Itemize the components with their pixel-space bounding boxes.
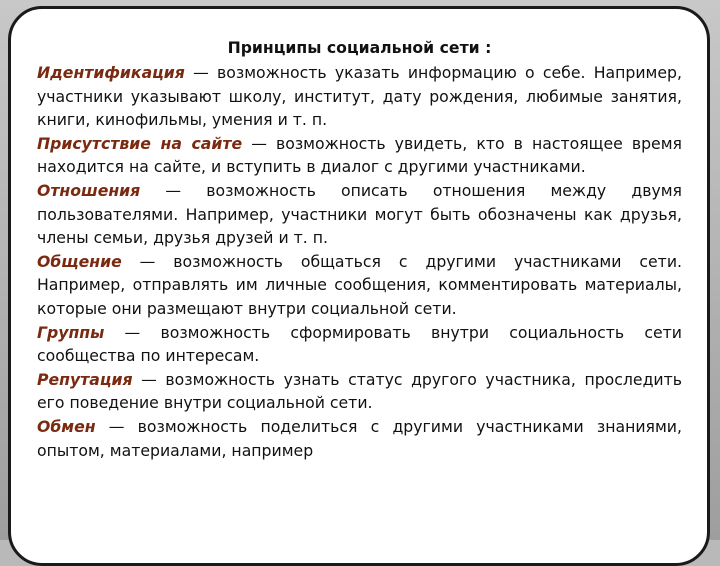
principle-paragraph bbox=[37, 250, 682, 321]
principle-text: — возможность узнать статус другого участника, проследить его поведение внутри социальной сети. bbox=[37, 369, 682, 413]
principle-paragraph bbox=[37, 368, 682, 415]
principle-paragraph bbox=[37, 61, 682, 132]
principle-term: Обмен bbox=[37, 416, 96, 436]
principle-paragraph bbox=[37, 321, 682, 368]
principle-text: — возможность поделиться с другими участниками знаниями, опытом, материалами, например bbox=[37, 416, 682, 460]
principle-term: Идентификация bbox=[37, 63, 185, 82]
principle-text: — возможность общаться с другими участниками сети. Например, отправлять им личные сообщения, комментировать материалы, которые они размещают внутри социальной сети. bbox=[37, 251, 682, 318]
text-card bbox=[8, 6, 710, 566]
principle-text: — возможность сформировать внутри социальность сети сообщества по интересам. bbox=[37, 322, 682, 366]
text-content bbox=[37, 35, 682, 462]
principle-text: — возможность описать отношения между двумя пользователями. Например, участники могут быть обозначены как друзья, члены семьи, друзья друзей и т. п. bbox=[37, 180, 682, 248]
principle-term: Присутствие на сайте bbox=[37, 133, 243, 153]
principle-term: Группы bbox=[37, 322, 105, 342]
principle-term: Общение bbox=[37, 251, 122, 271]
page-title: Принципы социальной сети : bbox=[227, 38, 492, 57]
principle-text: — возможность указать информацию о себе. Например, участники указывают школу, институт, дату рождения, любимые занятия, книги, кинофильмы, умения и т. п. bbox=[37, 63, 682, 130]
principle-text: — возможность увидеть, кто в настоящее время находится на сайте, и вступить в диалог с другими участниками. bbox=[37, 133, 682, 177]
principle-term: Репутация bbox=[37, 369, 133, 389]
principle-paragraph bbox=[37, 132, 682, 179]
principle-term: Отношения bbox=[37, 180, 141, 200]
principle-paragraph bbox=[37, 415, 682, 462]
principle-paragraph bbox=[37, 179, 682, 250]
